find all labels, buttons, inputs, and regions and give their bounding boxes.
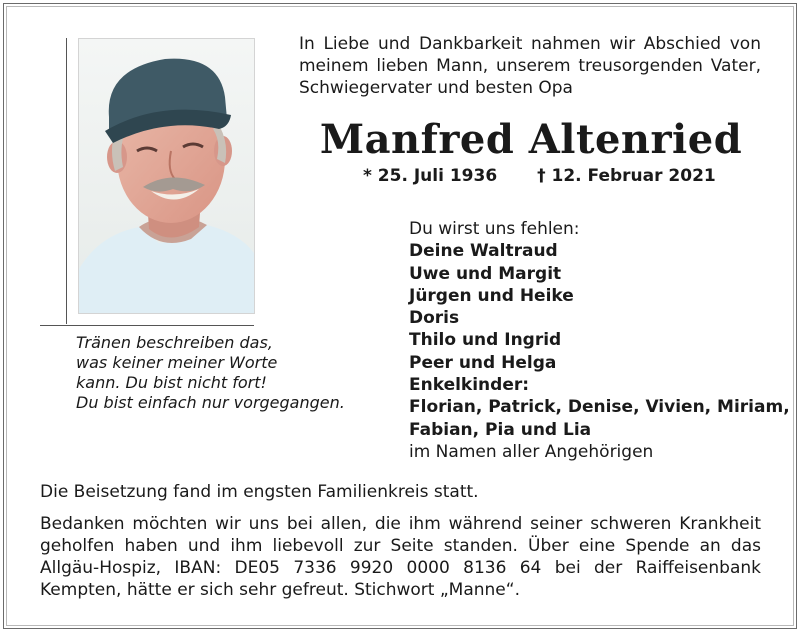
poem-line: kann. Du bist nicht fort! (76, 373, 267, 392)
portrait-illustration (79, 39, 254, 313)
mourners-list (409, 218, 790, 463)
poem-line: Du bist einfach nur vorgegangen. (76, 393, 345, 412)
poem-line: was keiner meiner Worte (76, 353, 278, 372)
thanks-notice: Bedanken möchten wir uns bei allen, die ihm während seiner schweren Krankheit geholfen haben und ihm liebevoll zur Seite standen. Über eine Spende an das Allgäu-Hospiz, IBAN: DE05 7336 9920 0000 8136 64 bei der Raiffeisenbank Kempten, hätte er sich sehr gefreut. Stichwort „Manne“. (40, 514, 761, 600)
mourner-name: Thilo und Ingrid (409, 330, 562, 351)
mourner-name: Jürgen und Heike (409, 285, 574, 306)
deceased-name: Manfred Altenried (319, 116, 743, 163)
mourner-name: Deine Waltraud (409, 241, 558, 262)
portrait-photo (78, 38, 255, 314)
mourner-name: Fabian, Pia und Lia (409, 419, 592, 440)
burial-notice: Die Beisetzung fand im engsten Familienkreis statt. (40, 482, 479, 502)
death-date: † 12. Februar 2021 (537, 166, 716, 186)
birth-date: * 25. Juli 1936 (363, 166, 498, 186)
mourner-name: Florian, Patrick, Denise, Vivien, Miriam, (409, 397, 790, 418)
poem (76, 333, 356, 413)
life-dates (363, 166, 716, 186)
mourner-name: Doris (409, 308, 460, 329)
intro-text: In Liebe und Dankbarkeit nahmen wir Abschied von meinem lieben Mann, unserem treusorgenden Vater, Schwiegervater und besten Opa (299, 34, 761, 98)
horizontal-rule (40, 325, 254, 326)
mourners-footer: im Namen aller Angehörigen (409, 441, 654, 462)
mourner-name: Peer und Helga (409, 352, 557, 373)
mourner-name: Enkelkinder: (409, 375, 530, 396)
mourner-name: Uwe und Margit (409, 263, 562, 284)
mourners-heading: Du wirst uns fehlen: (409, 219, 580, 239)
vertical-rule (66, 38, 67, 324)
poem-line: Tränen beschreiben das, (76, 333, 273, 352)
